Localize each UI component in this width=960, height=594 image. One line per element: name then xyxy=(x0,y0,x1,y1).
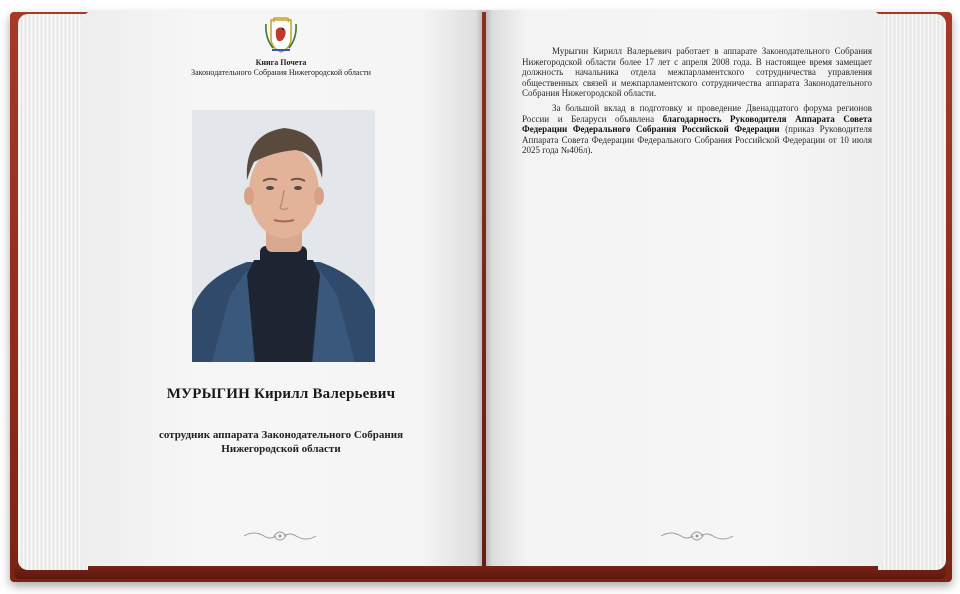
page-ornament-right-icon xyxy=(657,528,737,544)
person-role xyxy=(120,428,442,456)
page-edges-left xyxy=(18,14,88,570)
coat-of-arms-icon xyxy=(263,16,299,54)
book-header-subtitle: Законодательного Собрания Нижегородской области xyxy=(191,68,371,77)
page-edges-right xyxy=(878,14,946,570)
book-spine-shadow xyxy=(476,10,492,566)
biography-paragraph-2-start: За большой вклад в подготовку и проведение Двенадцатого форума регионов России и Беларуси объявлена xyxy=(522,102,872,124)
person-role-line-2: Нижегородской области xyxy=(221,443,341,455)
book-cover-bottom xyxy=(14,565,946,579)
book-header-title: Книга Почета xyxy=(255,58,307,67)
portrait-photo xyxy=(192,110,375,362)
person-role-line-1: сотрудник аппарата Законодательного Собрания xyxy=(158,429,404,441)
biography-award: благодарность Руководителя Аппарата Совета Федерации Федерального Собрания Российской Федерации xyxy=(522,113,872,135)
biography-text xyxy=(522,46,872,160)
biography-paragraph-1: Мурыгин Кирилл Валерьевич работает в аппарате Законодательного Собрания Нижегородской области более 17 лет с апреля 2008 года. В настоящее время замещает должность начальника отдела межпарламентского сотрудничества управления общественных связей и межпарламентского сотрудничества аппарата Законодательного Собрания Нижегородской области. xyxy=(522,46,872,99)
biography-paragraph-2-end: (приказ Руководителя Аппарата Совета Федерации Федерального Собрания Российской Федерации от 10 июля 2025 года №406л). xyxy=(522,124,872,156)
biography-paragraph-2 xyxy=(522,103,872,156)
book-header xyxy=(180,58,382,78)
person-name: МУРЫГИН Кирилл Валерьевич xyxy=(166,386,396,402)
page-ornament-left-icon xyxy=(240,528,320,544)
